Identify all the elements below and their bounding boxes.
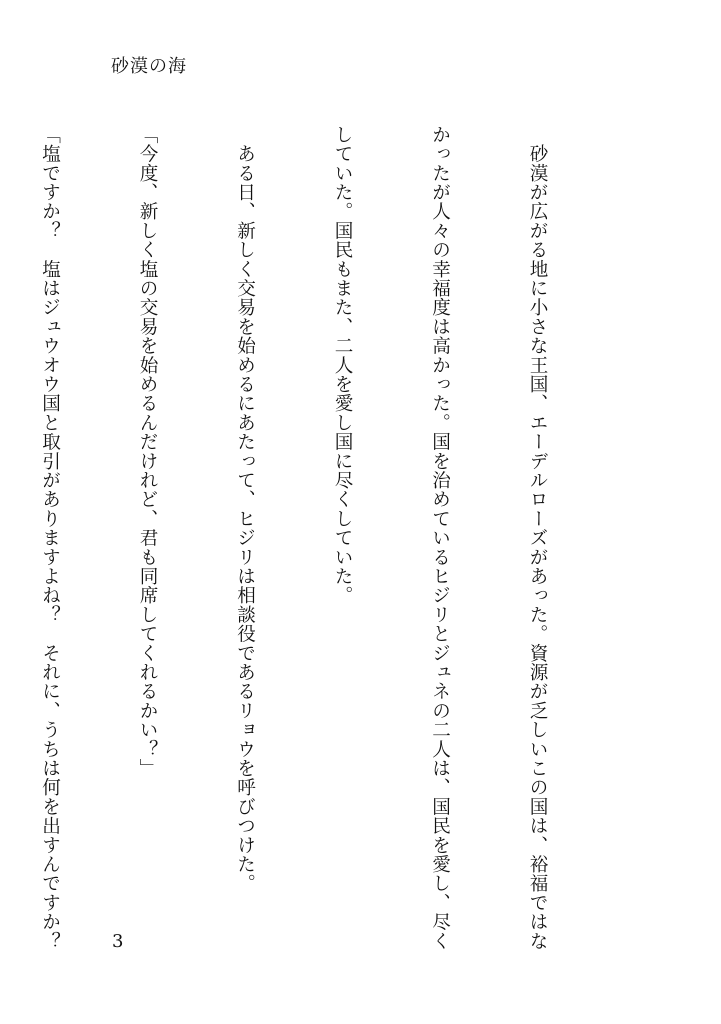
page-number: 3 [112,931,124,952]
text-line: 「塩ですか？ 塩はジュウオウ国と取引がありますよね？ それに、うちは何を出すんですか？ [39,125,61,951]
vertical-text-body [0,125,618,951]
text-line: していた。国民もまた、二人を愛し国に尽くしていた。 [332,125,353,605]
text-line: 「今度、新しく塩の交易を始めるんだけれど、君も同席してくれるかい？」 [137,125,158,778]
text-line: 砂漠が広がる地に小さな王国、エーデルローズがあった。資源が乏しいこの国は、裕福ではな [527,125,548,951]
running-head-title: 砂漠の海 [111,56,187,77]
text-line: ある日、新しく交易を始めるにあたって、ヒジリは相談役であるリョウを呼びつけた。 [234,125,256,893]
text-line: かったが人々の幸福度は高かった。国を治めているヒジリとジュネの二人は、国民を愛し、尽く [429,125,451,951]
